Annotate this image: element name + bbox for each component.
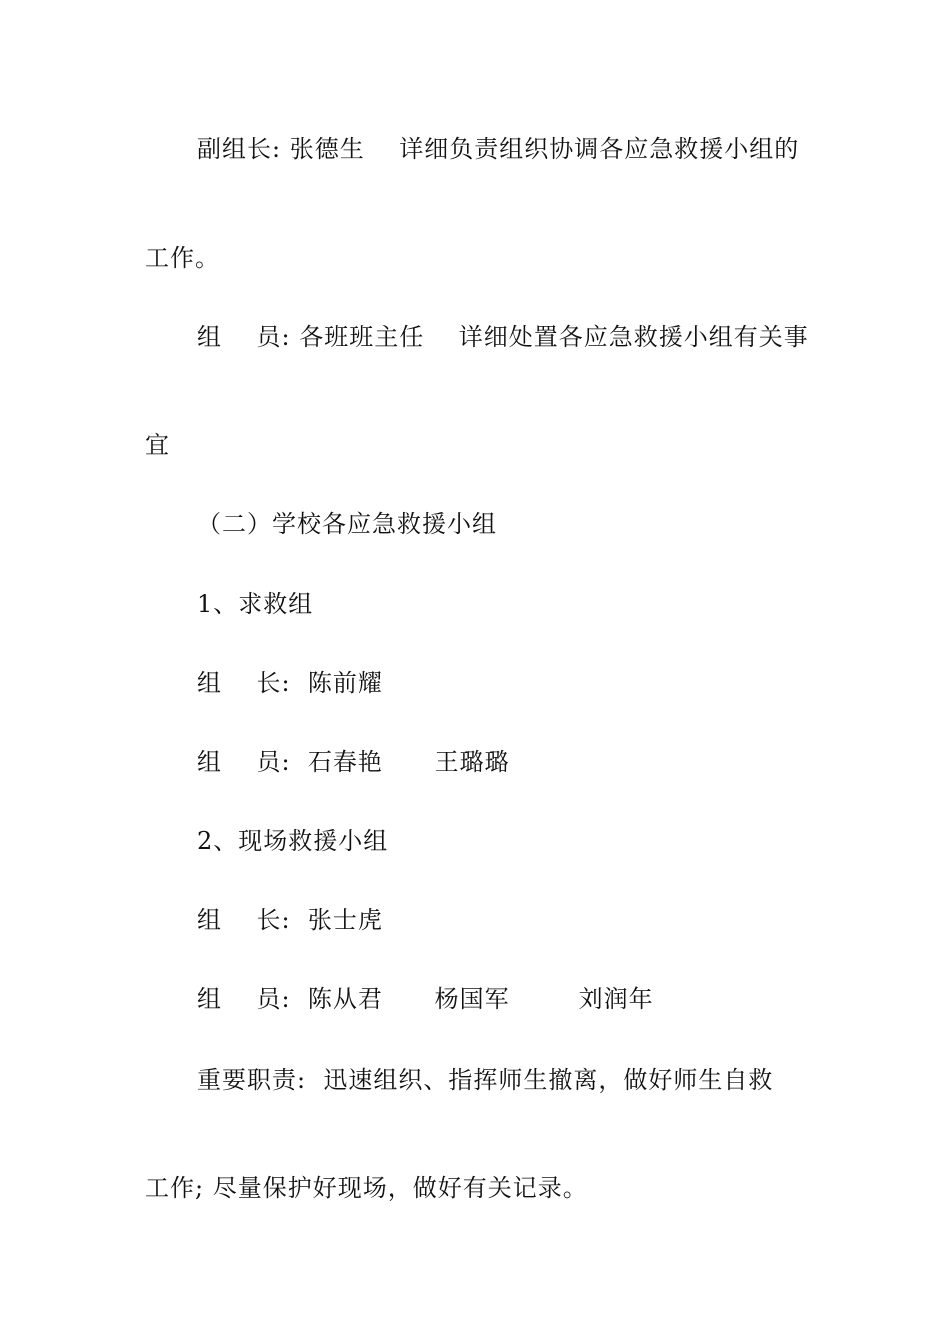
deputy-leader-line: 副组长: 张德生 详细负责组织协调各应急救援小组的 bbox=[197, 135, 800, 163]
duties-continuation: 工作; 尽量保护好现场，做好有关记录。 bbox=[145, 1174, 588, 1202]
members-line: 组 员: 各班班主任 详细处置各应急救援小组有关事 bbox=[197, 323, 809, 351]
onsite-rescue-members: 组 员: 陈从君 杨国军 刘润年 bbox=[197, 985, 654, 1013]
subsection-onsite-rescue-group: 2、现场救援小组 bbox=[197, 827, 389, 855]
rescue-call-members: 组 员: 石春艳 王璐璐 bbox=[197, 748, 510, 776]
deputy-leader-continuation: 工作。 bbox=[145, 244, 220, 272]
onsite-rescue-leader: 组 长: 张士虎 bbox=[197, 906, 383, 934]
rescue-call-leader: 组 长: 陈前耀 bbox=[197, 669, 383, 697]
section-heading: （二）学校各应急救援小组 bbox=[197, 510, 497, 538]
duties-line: 重要职责: 迅速组织、指挥师生撤离，做好师生自救 bbox=[197, 1066, 774, 1094]
members-continuation: 宜 bbox=[145, 431, 170, 459]
subsection-rescue-call-group: 1、求救组 bbox=[197, 590, 314, 618]
